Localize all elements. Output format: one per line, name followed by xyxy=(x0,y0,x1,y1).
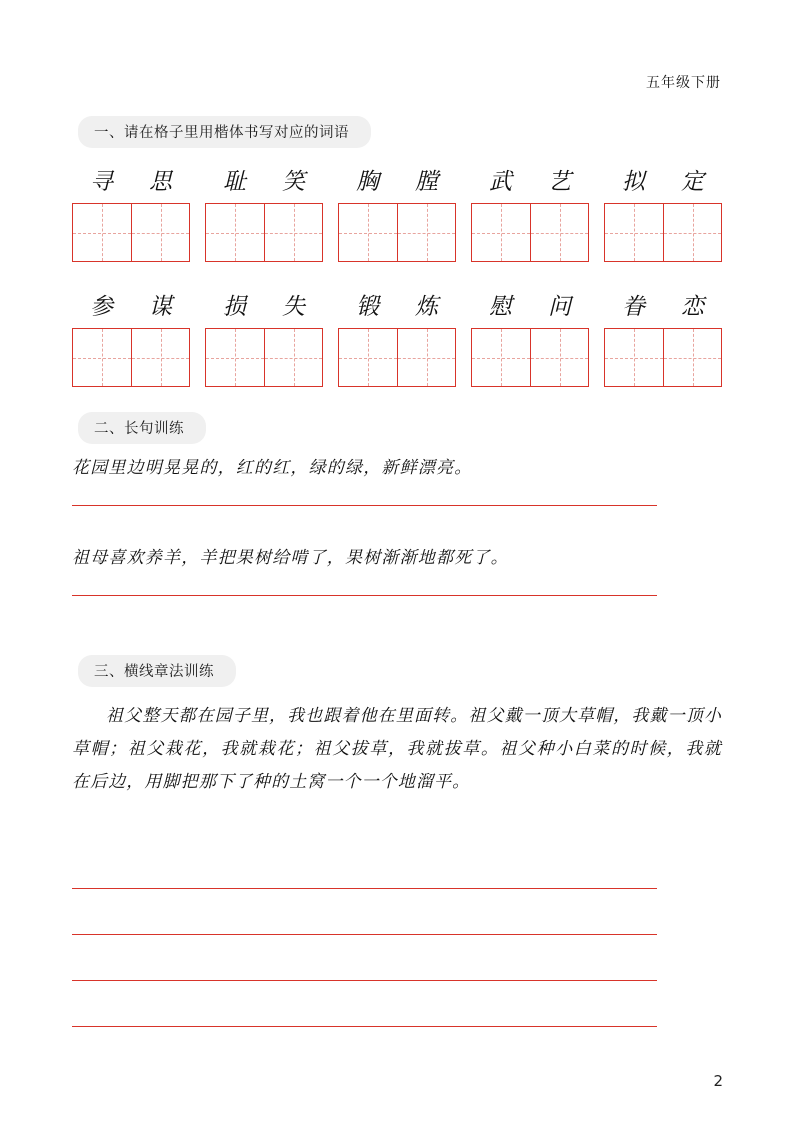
grid-cell[interactable] xyxy=(397,204,455,261)
grid-cell[interactable] xyxy=(605,204,663,261)
grid-cell[interactable] xyxy=(663,204,721,261)
writing-grid[interactable] xyxy=(72,203,190,262)
section-heading-3: 三、横线章法训练 xyxy=(78,655,236,687)
word-char: 耻 xyxy=(223,169,246,195)
page-number: 2 xyxy=(713,1072,723,1090)
word-unit xyxy=(604,288,722,387)
writing-grid[interactable] xyxy=(471,203,589,262)
word-label xyxy=(604,288,722,321)
word-char: 问 xyxy=(548,294,571,320)
grid-cell[interactable] xyxy=(530,204,588,261)
writing-line[interactable] xyxy=(72,505,657,506)
grid-cell[interactable] xyxy=(264,204,322,261)
word-unit xyxy=(338,163,456,262)
word-label xyxy=(471,163,589,196)
word-unit xyxy=(205,163,323,262)
grid-cell[interactable] xyxy=(530,329,588,386)
word-char: 艺 xyxy=(548,169,571,195)
word-label xyxy=(604,163,722,196)
word-label xyxy=(72,163,190,196)
sentence-text: 花园里边明晃晃的，红的红，绿的绿，新鲜漂亮。 xyxy=(72,458,473,478)
word-char: 定 xyxy=(681,169,704,195)
word-char: 寻 xyxy=(90,169,113,195)
word-char: 膛 xyxy=(415,169,438,195)
word-grid-row-1 xyxy=(72,163,722,262)
writing-grid[interactable] xyxy=(604,203,722,262)
sentence-practice-1 xyxy=(72,455,722,506)
word-char: 损 xyxy=(223,294,246,320)
word-char: 锻 xyxy=(356,294,379,320)
word-char: 失 xyxy=(282,294,305,320)
grid-cell[interactable] xyxy=(131,329,189,386)
word-unit xyxy=(604,163,722,262)
grid-cell[interactable] xyxy=(339,204,397,261)
grid-cell[interactable] xyxy=(472,204,530,261)
passage-text: 祖父整天都在园子里，我也跟着他在里面转。祖父戴一顶大草帽，我戴一顶小草帽；祖父栽花，我就栽花；祖父拔草，我就拔草。祖父种小白菜的时候，我就在后边，用脚把那下了种的土窝一个一个地溜平。 xyxy=(72,706,722,792)
word-label xyxy=(205,288,323,321)
word-char: 炼 xyxy=(415,294,438,320)
writing-line[interactable] xyxy=(72,934,657,935)
writing-grid[interactable] xyxy=(72,328,190,387)
writing-grid[interactable] xyxy=(338,328,456,387)
section-heading-2: 二、长句训练 xyxy=(78,412,206,444)
word-char: 恋 xyxy=(681,294,704,320)
section-heading-1: 一、请在格子里用楷体书写对应的词语 xyxy=(78,116,371,148)
grid-cell[interactable] xyxy=(131,204,189,261)
word-char: 武 xyxy=(489,169,512,195)
word-label xyxy=(205,163,323,196)
writing-grid[interactable] xyxy=(471,328,589,387)
writing-grid[interactable] xyxy=(205,328,323,387)
word-unit xyxy=(205,288,323,387)
word-label xyxy=(471,288,589,321)
sentence-practice-2 xyxy=(72,545,722,596)
writing-grid[interactable] xyxy=(604,328,722,387)
writing-line[interactable] xyxy=(72,980,657,981)
word-char: 胸 xyxy=(356,169,379,195)
writing-grid[interactable] xyxy=(338,203,456,262)
word-unit xyxy=(338,288,456,387)
word-char: 慰 xyxy=(489,294,512,320)
grid-cell[interactable] xyxy=(605,329,663,386)
word-char: 谋 xyxy=(149,294,172,320)
sentence-text: 祖母喜欢养羊，羊把果树给啃了，果树渐渐地都死了。 xyxy=(72,548,509,568)
word-label xyxy=(338,163,456,196)
word-char: 眷 xyxy=(622,294,645,320)
grade-label: 五年级下册 xyxy=(646,75,721,91)
word-char: 参 xyxy=(90,294,113,320)
grid-cell[interactable] xyxy=(339,329,397,386)
word-unit xyxy=(471,163,589,262)
writing-line[interactable] xyxy=(72,888,657,889)
word-char: 思 xyxy=(149,169,172,195)
grid-cell[interactable] xyxy=(206,204,264,261)
word-label xyxy=(338,288,456,321)
word-char: 笑 xyxy=(282,169,305,195)
grid-cell[interactable] xyxy=(663,329,721,386)
grid-cell[interactable] xyxy=(73,329,131,386)
writing-line[interactable] xyxy=(72,1026,657,1027)
grid-cell[interactable] xyxy=(472,329,530,386)
word-unit xyxy=(72,288,190,387)
ruled-writing-area xyxy=(72,888,657,1072)
word-label xyxy=(72,288,190,321)
grid-cell[interactable] xyxy=(397,329,455,386)
writing-grid[interactable] xyxy=(205,203,323,262)
word-unit xyxy=(72,163,190,262)
word-char: 拟 xyxy=(622,169,645,195)
grid-cell[interactable] xyxy=(206,329,264,386)
word-unit xyxy=(471,288,589,387)
word-grid-row-2 xyxy=(72,288,722,387)
grid-cell[interactable] xyxy=(264,329,322,386)
grid-cell[interactable] xyxy=(73,204,131,261)
writing-line[interactable] xyxy=(72,595,657,596)
